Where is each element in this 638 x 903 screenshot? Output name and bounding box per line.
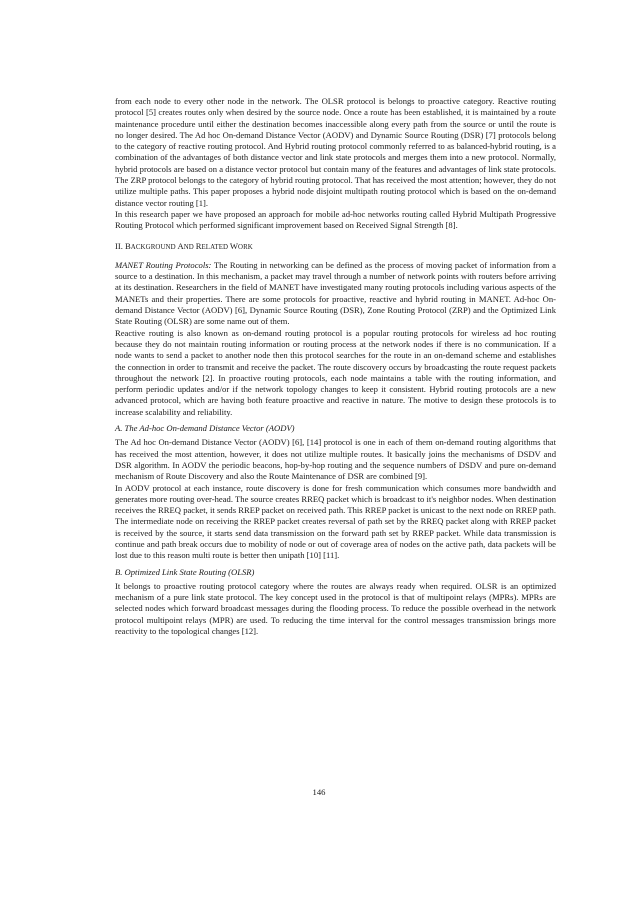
heading-cap: B [125, 240, 131, 251]
heading-smallcaps: ND [183, 243, 196, 251]
body-paragraph: In AODV protocol at each instance, route discovery is done for fresh communication which consumes more bandwidth and generates more routing over-head. The source creates RREQ packet which is broadcast to it's neighbor nodes. When destination receives the RREQ packet, it sends RREP packet on received path. This RREP packet is unicast to the next node on RREP path. The intermediate node on receiving the RREP packet creates reversal of path set by the RREQ packet along with RREP packet is received by the source, it starts send data transmission on the forward path set by RREP packet. While data transmission is continue and path break occurs due to mobility of node or out of coverage area of nodes on the active path, data packets will be lost due to this reason multi route is better then unipath [10] [11]. [115, 482, 556, 561]
body-paragraph: The Ad hoc On-demand Distance Vector (AODV) [6], [14] protocol is one in each of them on-demand routing algorithms that has received the most attention, however, it does not utilize multiple routes. It basically joins the mechanisms of DSDV and DSR algorithm. In AODV the periodic beacons, hop-by-hop routing and the sequence numbers of DSDV and pure on-demand mechanism of Route Discovery and also the Route Maintenance of DSR are combined [9]. [115, 437, 556, 482]
subsection-heading-olsr: B. Optimized Link State Routing (OLSR) [115, 566, 255, 577]
heading-cap: R [195, 240, 202, 251]
body-paragraph: It belongs to proactive routing protocol category where the routes are always ready when required. OLSR is an optimized mechanism of a pure link state protocol. The key concept used in the protocol is that of multipoint relays (MPRs). MPRs are selected nodes which forward broadcast messages during the flooding process. To reduce the possible overhead in the network protocol multipoint relays (MPR) are used. To reducing the time interval for the control messages transmission brings more reactivity to the topological changes [12]. [115, 580, 556, 637]
subsection-heading-aodv: A. The Ad-hoc On-demand Distance Vector (AODV) [115, 423, 295, 434]
section-heading [115, 241, 556, 253]
heading-cap: A [177, 240, 184, 251]
section-numeral: II. [115, 240, 126, 251]
body-paragraph: Reactive routing is also known as on-demand routing protocol is a popular routing protocols for wireless ad hoc routing because they do not maintain routing information or routing process at the network nodes if there is no communication. If a node wants to send a packet to another node then this protocol searches for the route in an on-demand scheme and establishes the connection in order to transmit and receive the packet. The route discovery occurs by broadcasting the route request packets throughout the network [2]. In proactive routing protocols, each node maintains a table with the routing information, and perform periodic updates and/or if the network topology changes to keep it consistent. Hybrid routing protocols are a new advanced protocol, which are having both feature proactive and reactive in nature. The motive to design these protocols is to increase scalability and reliability. [115, 327, 556, 417]
body-paragraph [115, 260, 556, 328]
page-number: 146 [312, 787, 326, 797]
heading-smallcaps: ORK [238, 243, 253, 251]
heading-smallcaps: ACKGROUND [130, 243, 178, 251]
paragraph-text: The Routing in networking can be defined as the process of moving packet of information from a source to a destination. In this mechanism, a packet may travel through a number of network points with routers before arriving at its destination. Researchers in the field of MANET have investigated many routing protocols including various aspects of the MANETs and their properties. There are some protocols for proactive, reactive and hybrid routing in MANET. Ad-hoc On-demand Distance Vector (AODV) [6], Dynamic Source Routing (DSR), Zone Routing Protocol (ZRP) and the Optimized Link State Routing (OLSR) are some name out of them. [115, 259, 556, 327]
intro-paragraph: from each node to every other node in the network. The OLSR protocol is belongs to proactive category. Reactive routing protocol [5] creates routes only when desired by the source node. Once a route has been established, it is maintained by a route maintenance procedure until either the destination becomes inaccessible along every path from the source or until the route is no longer desired. The Ad hoc On-demand Distance Vector (AODV) and Dynamic Source Routing (DSR) [7] protocols belong to the category of reactive routing protocol. And Hybrid routing protocol commonly referred to as balanced-hybrid routing, is a combination of the advantages of both distance vector and link state protocols and merges them into a new protocol. Normally, hybrid protocols are based on a distance vector protocol but contain many of the features and advantages of link state protocols. The ZRP protocol belongs to the category of hybrid routing protocol. That has received the most attention; however, they do not utilize multiple paths. This paper proposes a hybrid node disjoint multipath routing protocol which is based on the on-demand distance vector routing [1]. [115, 96, 556, 208]
heading-smallcaps: ELATED [201, 243, 230, 251]
intro-paragraph: In this research paper we have proposed an approach for mobile ad-hoc networks routing called Hybrid Multipath Progressive Routing Protocol which performed significant improvement based on Received Signal Strength [8]. [115, 208, 556, 231]
paragraph-lead-title: MANET Routing Protocols: [115, 259, 212, 270]
heading-cap: W [229, 240, 239, 251]
paper-page [115, 96, 556, 637]
